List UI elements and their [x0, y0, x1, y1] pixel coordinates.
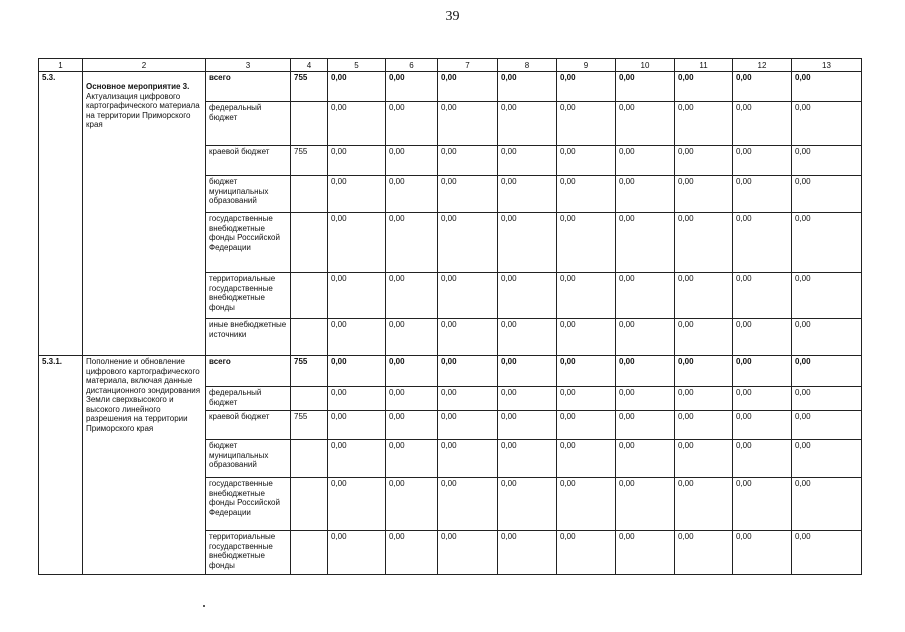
amount-cell: 0,00 [438, 356, 498, 387]
amount-cell: 0,00 [498, 478, 557, 531]
amount-cell: 0,00 [557, 102, 616, 146]
amount-cell: 0,00 [616, 319, 675, 356]
column-header: 10 [616, 59, 675, 72]
item-code: 5.3.1. [39, 356, 83, 575]
amount-cell: 0,00 [616, 356, 675, 387]
amount-cell: 0,00 [675, 411, 733, 440]
amount-cell: 0,00 [498, 440, 557, 478]
amount-cell: 0,00 [557, 319, 616, 356]
amount-cell: 0,00 [498, 176, 557, 213]
funding-source: иные внебюджетные источники [206, 319, 291, 356]
amount-cell: 0,00 [557, 213, 616, 273]
funding-source: краевой бюджет [206, 411, 291, 440]
table-row [39, 356, 862, 387]
amount-cell: 0,00 [438, 531, 498, 575]
amount-cell: 0,00 [386, 176, 438, 213]
item-code: 5.3. [39, 72, 83, 356]
amount-cell: 0,00 [616, 411, 675, 440]
amount-cell: 0,00 [557, 531, 616, 575]
item-name [83, 356, 206, 575]
funding-source: бюджет муниципальных образований [206, 176, 291, 213]
amount-cell: 0,00 [386, 102, 438, 146]
amount-cell: 0,00 [498, 356, 557, 387]
column-header: 4 [291, 59, 328, 72]
amount-cell: 0,00 [328, 478, 386, 531]
header-row [39, 59, 862, 72]
amount-cell: 0,00 [328, 176, 386, 213]
column-header: 6 [386, 59, 438, 72]
amount-cell: 0,00 [498, 146, 557, 176]
column-header: 7 [438, 59, 498, 72]
funding-source: государственные внебюджетные фонды Российской Федерации [206, 213, 291, 273]
amount-cell: 0,00 [792, 440, 862, 478]
amount-cell: 0,00 [438, 440, 498, 478]
amount-cell: 0,00 [438, 387, 498, 411]
col4-value: 755 [291, 72, 328, 102]
col4-value [291, 176, 328, 213]
column-header: 12 [733, 59, 792, 72]
amount-cell: 0,00 [498, 102, 557, 146]
funding-source: всего [206, 356, 291, 387]
amount-cell: 0,00 [733, 411, 792, 440]
col4-value: 755 [291, 411, 328, 440]
col4-value [291, 440, 328, 478]
amount-cell: 0,00 [386, 440, 438, 478]
amount-cell: 0,00 [557, 72, 616, 102]
amount-cell: 0,00 [328, 319, 386, 356]
amount-cell: 0,00 [733, 102, 792, 146]
amount-cell: 0,00 [792, 176, 862, 213]
funding-source: федеральный бюджет [206, 102, 291, 146]
amount-cell: 0,00 [557, 478, 616, 531]
amount-cell: 0,00 [386, 356, 438, 387]
amount-cell: 0,00 [557, 411, 616, 440]
table-row [39, 72, 862, 102]
amount-cell: 0,00 [386, 213, 438, 273]
col4-value [291, 387, 328, 411]
funding-source: федеральный бюджет [206, 387, 291, 411]
amount-cell: 0,00 [616, 176, 675, 213]
col4-value [291, 213, 328, 273]
amount-cell: 0,00 [498, 213, 557, 273]
col4-value [291, 273, 328, 319]
amount-cell: 0,00 [616, 387, 675, 411]
amount-cell: 0,00 [616, 440, 675, 478]
amount-cell: 0,00 [328, 72, 386, 102]
amount-cell: 0,00 [386, 319, 438, 356]
amount-cell: 0,00 [557, 273, 616, 319]
budget-table [38, 58, 862, 575]
amount-cell: 0,00 [328, 146, 386, 176]
column-header: 8 [498, 59, 557, 72]
amount-cell: 0,00 [328, 102, 386, 146]
funding-source: всего [206, 72, 291, 102]
amount-cell: 0,00 [557, 176, 616, 213]
amount-cell: 0,00 [328, 531, 386, 575]
amount-cell: 0,00 [733, 478, 792, 531]
col4-value: 755 [291, 356, 328, 387]
column-header: 13 [792, 59, 862, 72]
amount-cell: 0,00 [733, 213, 792, 273]
amount-cell: 0,00 [386, 273, 438, 319]
amount-cell: 0,00 [438, 146, 498, 176]
column-header: 3 [206, 59, 291, 72]
amount-cell: 0,00 [675, 319, 733, 356]
amount-cell: 0,00 [328, 387, 386, 411]
stray-dot [203, 605, 205, 607]
amount-cell: 0,00 [386, 531, 438, 575]
amount-cell: 0,00 [498, 72, 557, 102]
column-header: 5 [328, 59, 386, 72]
amount-cell: 0,00 [557, 356, 616, 387]
amount-cell: 0,00 [557, 146, 616, 176]
amount-cell: 0,00 [616, 273, 675, 319]
amount-cell: 0,00 [386, 387, 438, 411]
amount-cell: 0,00 [792, 356, 862, 387]
amount-cell: 0,00 [675, 146, 733, 176]
amount-cell: 0,00 [733, 440, 792, 478]
amount-cell: 0,00 [386, 146, 438, 176]
amount-cell: 0,00 [438, 319, 498, 356]
amount-cell: 0,00 [386, 411, 438, 440]
amount-cell: 0,00 [557, 440, 616, 478]
amount-cell: 0,00 [616, 102, 675, 146]
item-name-text: Пополнение и обновление цифрового картографического материала, включая данные дистанционного зондирования Земли сверхвысокого и высокого линейного разрешения на территории Приморского края [86, 357, 201, 433]
funding-source: территориальные государственные внебюджетные фонды [206, 273, 291, 319]
col4-value [291, 319, 328, 356]
amount-cell: 0,00 [675, 356, 733, 387]
column-header: 1 [39, 59, 83, 72]
col4-value [291, 102, 328, 146]
amount-cell: 0,00 [675, 531, 733, 575]
page-number: 39 [445, 9, 460, 24]
amount-cell: 0,00 [438, 176, 498, 213]
amount-cell: 0,00 [792, 411, 862, 440]
amount-cell: 0,00 [616, 478, 675, 531]
amount-cell: 0,00 [792, 72, 862, 102]
amount-cell: 0,00 [438, 213, 498, 273]
amount-cell: 0,00 [675, 176, 733, 213]
funding-source: бюджет муниципальных образований [206, 440, 291, 478]
amount-cell: 0,00 [733, 319, 792, 356]
amount-cell: 0,00 [438, 102, 498, 146]
amount-cell: 0,00 [438, 273, 498, 319]
amount-cell: 0,00 [733, 387, 792, 411]
column-header: 11 [675, 59, 733, 72]
amount-cell: 0,00 [675, 440, 733, 478]
amount-cell: 0,00 [675, 478, 733, 531]
amount-cell: 0,00 [438, 72, 498, 102]
funding-source: государственные внебюджетные фонды Российской Федерации [206, 478, 291, 531]
amount-cell: 0,00 [792, 319, 862, 356]
amount-cell: 0,00 [675, 72, 733, 102]
amount-cell: 0,00 [498, 273, 557, 319]
table-body [39, 59, 862, 575]
column-header: 2 [83, 59, 206, 72]
amount-cell: 0,00 [733, 176, 792, 213]
funding-source: территориальные государственные внебюджетные фонды [206, 531, 291, 575]
amount-cell: 0,00 [616, 213, 675, 273]
amount-cell: 0,00 [328, 273, 386, 319]
col4-value [291, 478, 328, 531]
amount-cell: 0,00 [792, 213, 862, 273]
amount-cell: 0,00 [792, 273, 862, 319]
amount-cell: 0,00 [498, 411, 557, 440]
amount-cell: 0,00 [675, 273, 733, 319]
amount-cell: 0,00 [557, 387, 616, 411]
amount-cell: 0,00 [733, 531, 792, 575]
item-name [83, 72, 206, 356]
amount-cell: 0,00 [386, 478, 438, 531]
amount-cell: 0,00 [733, 273, 792, 319]
amount-cell: 0,00 [733, 356, 792, 387]
amount-cell: 0,00 [616, 72, 675, 102]
col4-value: 755 [291, 146, 328, 176]
amount-cell: 0,00 [616, 146, 675, 176]
item-name-text: Актуализация цифрового картографического материала на территории Приморского края [86, 91, 200, 129]
amount-cell: 0,00 [792, 387, 862, 411]
amount-cell: 0,00 [498, 387, 557, 411]
amount-cell: 0,00 [675, 387, 733, 411]
amount-cell: 0,00 [438, 411, 498, 440]
column-header: 9 [557, 59, 616, 72]
amount-cell: 0,00 [328, 213, 386, 273]
amount-cell: 0,00 [792, 102, 862, 146]
amount-cell: 0,00 [792, 146, 862, 176]
amount-cell: 0,00 [386, 72, 438, 102]
amount-cell: 0,00 [792, 478, 862, 531]
item-name-bold: Основное мероприятие 3. [86, 82, 190, 91]
amount-cell: 0,00 [328, 440, 386, 478]
col4-value [291, 531, 328, 575]
amount-cell: 0,00 [328, 411, 386, 440]
amount-cell: 0,00 [498, 531, 557, 575]
amount-cell: 0,00 [498, 319, 557, 356]
funding-source: краевой бюджет [206, 146, 291, 176]
amount-cell: 0,00 [616, 531, 675, 575]
amount-cell: 0,00 [733, 72, 792, 102]
amount-cell: 0,00 [792, 531, 862, 575]
amount-cell: 0,00 [675, 213, 733, 273]
amount-cell: 0,00 [438, 478, 498, 531]
amount-cell: 0,00 [675, 102, 733, 146]
amount-cell: 0,00 [733, 146, 792, 176]
amount-cell: 0,00 [328, 356, 386, 387]
